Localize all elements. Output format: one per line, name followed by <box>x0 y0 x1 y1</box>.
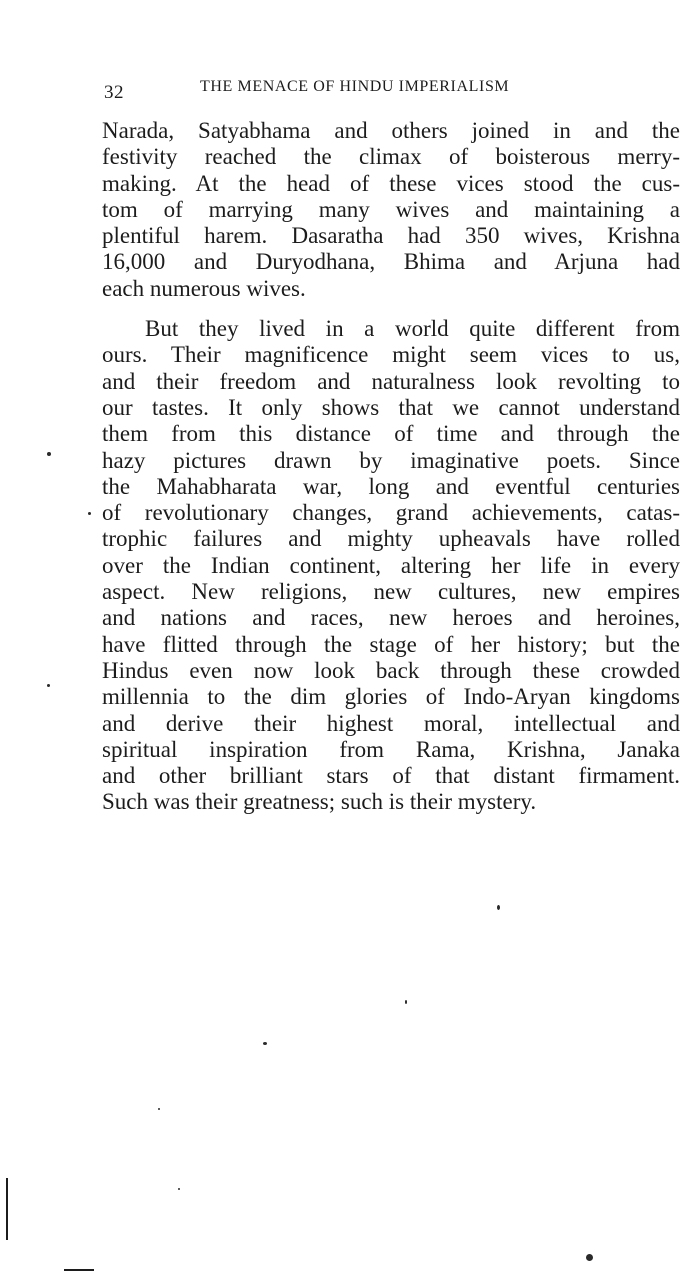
text-line: ours. Their magnificence might seem vices to us, <box>102 342 680 368</box>
text-line: them from this distance of time and through the <box>102 421 680 447</box>
text-line: aspect. New religions, new cultures, new empires <box>102 579 680 605</box>
scan-speck <box>47 684 50 687</box>
scan-edge-line <box>6 1178 8 1240</box>
text-line: each numerous wives. <box>102 275 306 301</box>
text-line: 16,000 and Duryodhana, Bhima and Arjuna had <box>102 249 680 275</box>
scan-speck <box>405 1000 407 1004</box>
text-line: But they lived in a world quite different from <box>145 316 680 342</box>
paragraph-gap <box>102 302 680 316</box>
paragraph-1 <box>102 118 680 302</box>
text-line: plentiful harem. Dasaratha had 350 wives, Krishna <box>102 223 680 249</box>
text-line: trophic failures and mighty upheavals have rolled <box>102 526 680 552</box>
text-line: Hindus even now look back through these crowded <box>102 657 680 683</box>
body-text <box>102 118 680 816</box>
scan-speck <box>47 452 51 456</box>
scan-bottom-rule <box>64 1269 94 1271</box>
text-line: of revolutionary changes, grand achievements, catas- <box>102 500 680 526</box>
text-line: the Mahabharata war, long and eventful centuries <box>102 473 680 499</box>
text-line: millennia to the dim glories of Indo-Aryan kingdoms <box>102 684 680 710</box>
paragraph-2 <box>102 316 680 816</box>
scan-speck <box>158 1108 160 1110</box>
scan-speck <box>88 512 91 515</box>
text-line: tom of marrying many wives and maintaining a <box>102 196 680 222</box>
text-line: our tastes. It only shows that we cannot understand <box>102 394 680 420</box>
scan-speck <box>178 1188 180 1190</box>
text-line: hazy pictures drawn by imaginative poets. Since <box>102 447 680 473</box>
text-line: Such was their greatness; such is their mystery. <box>102 789 537 815</box>
text-line: Narada, Satyabhama and others joined in and the <box>102 118 680 143</box>
text-line: spiritual inspiration from Rama, Krishna, Janaka <box>102 736 680 762</box>
text-line: and nations and races, new heroes and heroines, <box>102 605 680 631</box>
text-line: and derive their highest moral, intellectual and <box>102 710 680 736</box>
text-line: and their freedom and naturalness look revolting to <box>102 368 680 394</box>
scan-speck <box>586 1254 593 1261</box>
text-line: have flitted through the stage of her history; but the <box>102 631 680 657</box>
text-line: over the Indian continent, altering her life in every <box>102 552 680 578</box>
running-title: THE MENACE OF HINDU IMPERIALISM <box>200 78 510 95</box>
scan-speck <box>497 905 500 910</box>
text-line: making. At the head of these vices stood the cus- <box>102 170 680 196</box>
page-number: 32 <box>104 82 124 103</box>
scan-speck <box>263 1042 267 1045</box>
text-line: festivity reached the climax of boisterous merry- <box>102 144 680 170</box>
text-line: and other brilliant stars of that distant firmament. <box>102 763 680 789</box>
